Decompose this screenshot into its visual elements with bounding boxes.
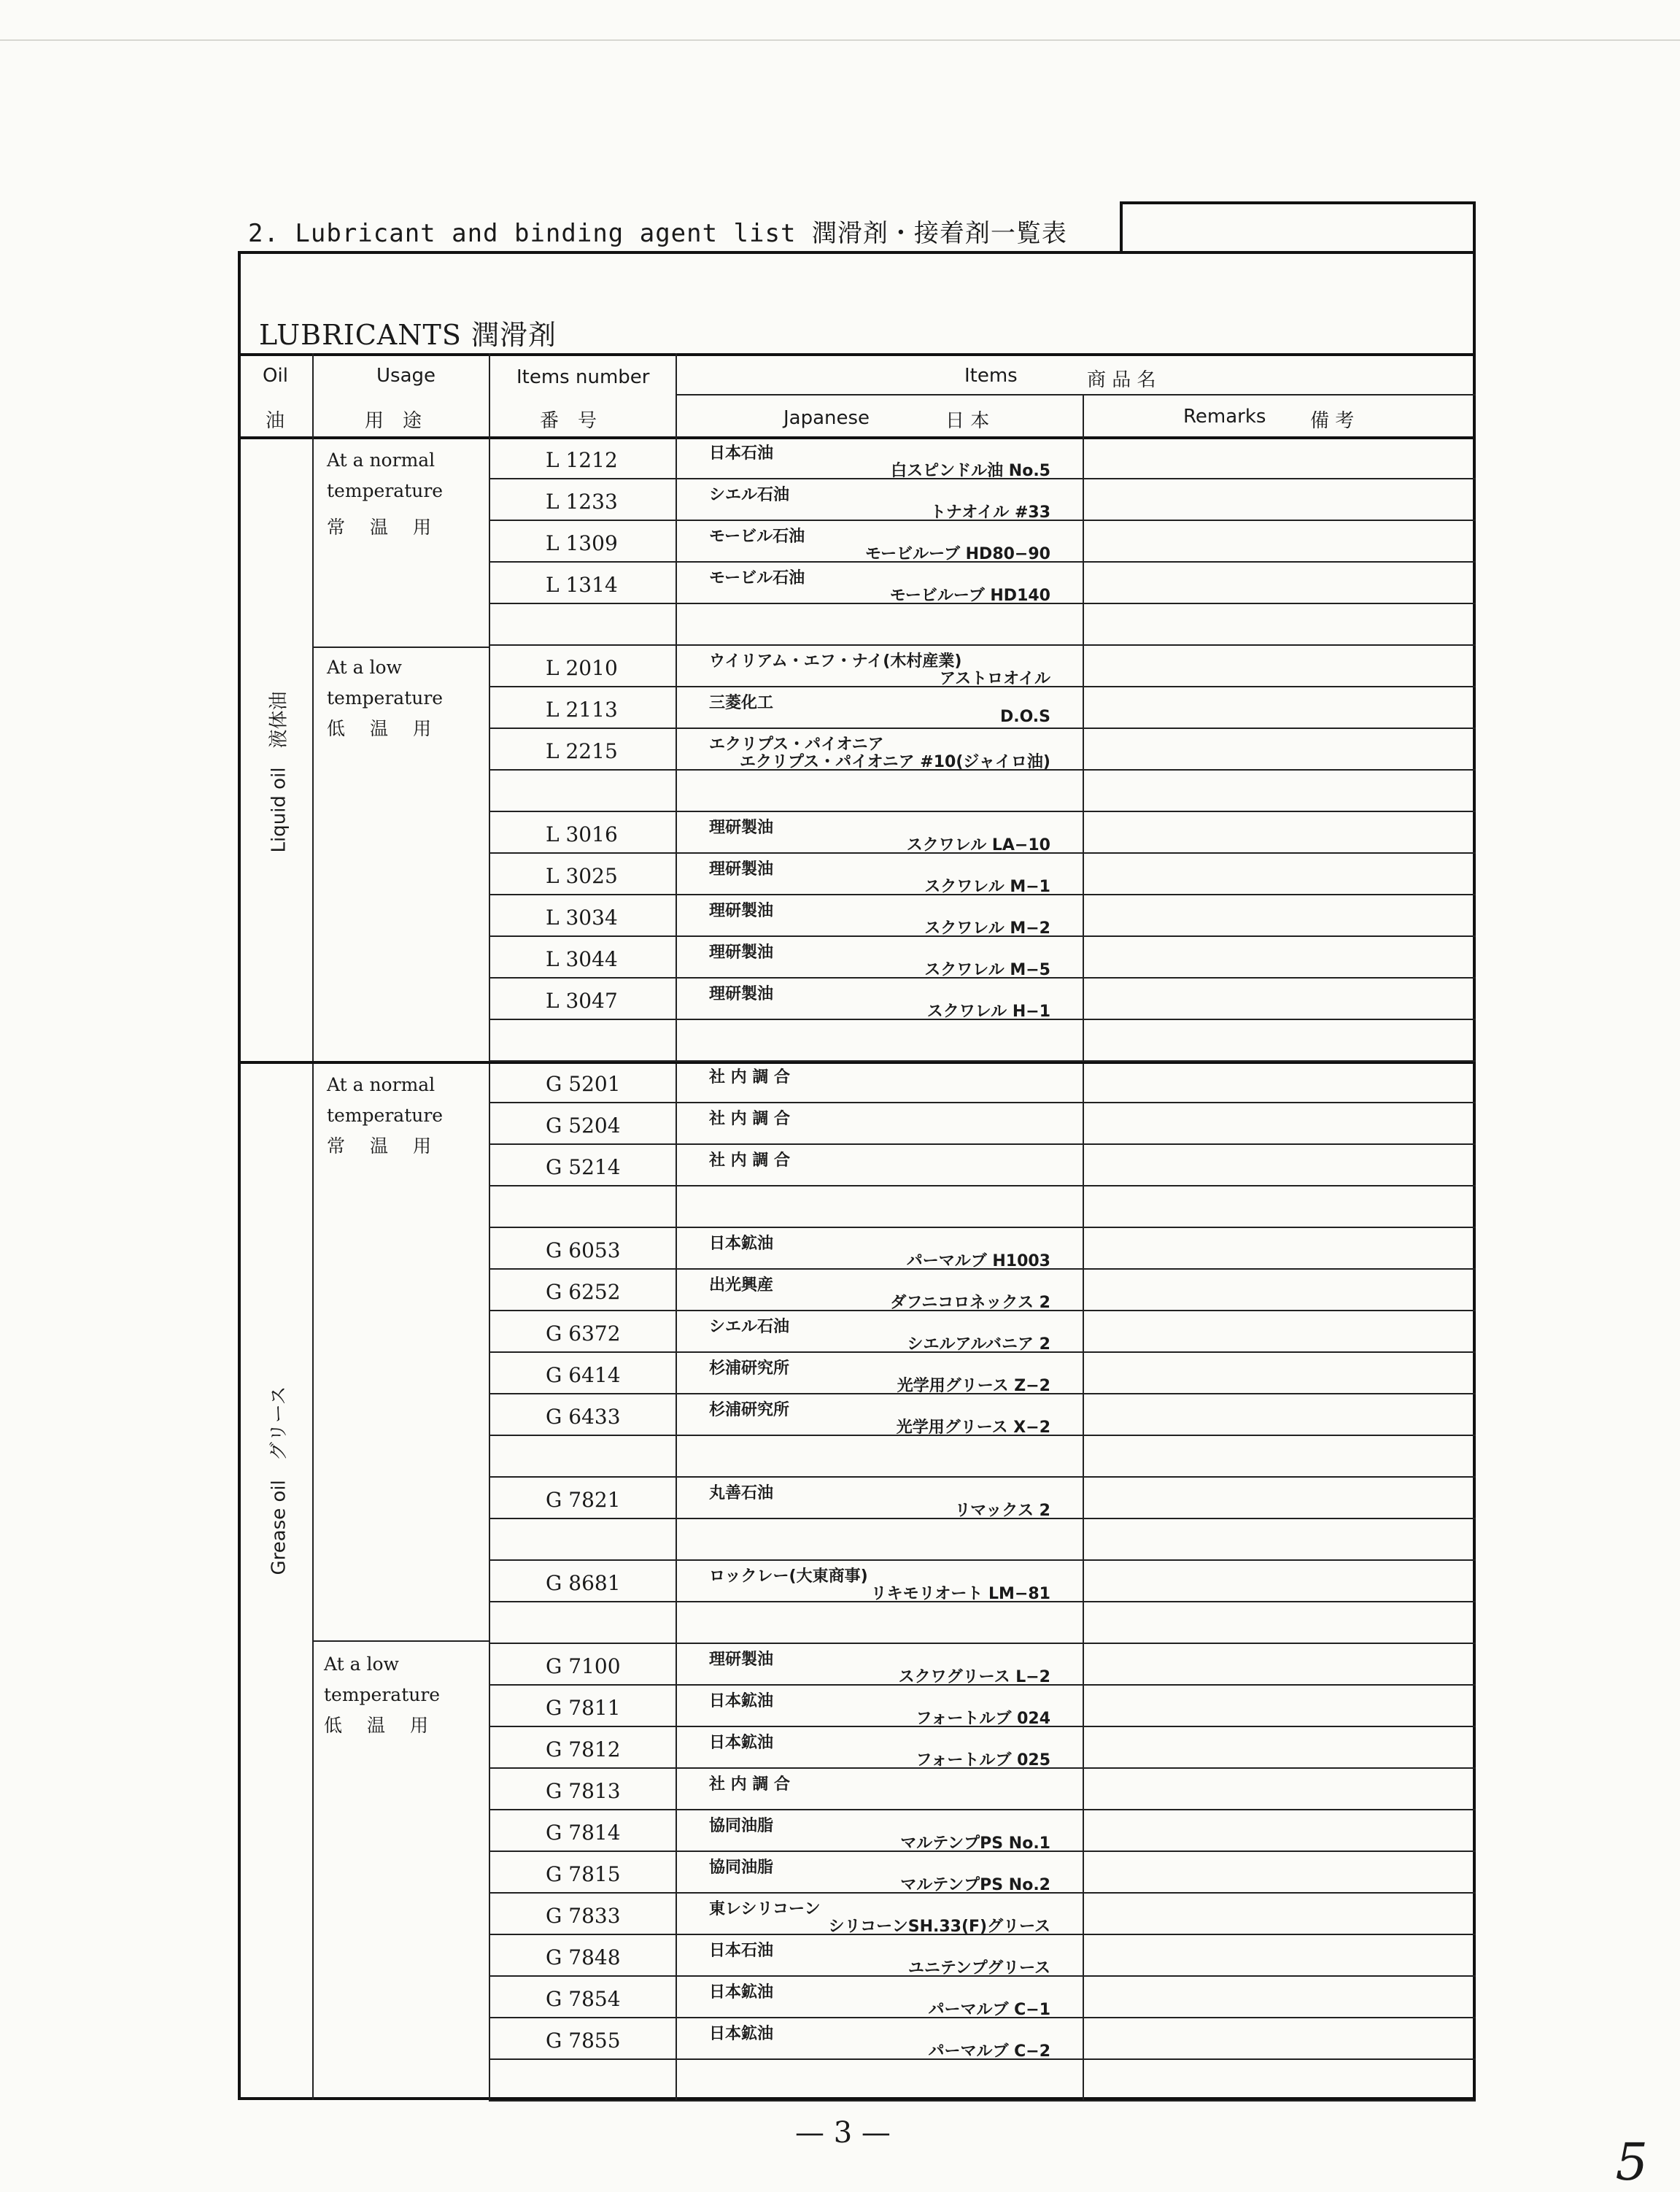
header-mid-rule <box>677 394 1476 395</box>
item-number: L 1212 <box>546 448 618 472</box>
maker-name: 日本鉱油 <box>709 1734 774 1752</box>
item-number: L 1309 <box>546 531 618 555</box>
maker-name: 日本石油 <box>709 444 774 463</box>
product-name: スクワレル H−1 <box>926 1003 1050 1021</box>
usage-jp: 常温用 <box>327 1135 457 1157</box>
item-number: G 6053 <box>546 1238 621 1262</box>
maker-name: 東レシリコーン <box>709 1900 821 1918</box>
usage-liquid-normal <box>327 445 456 543</box>
usage-en-line2: temperature <box>324 1684 441 1705</box>
product-name: スクワグリース L−2 <box>898 1668 1050 1686</box>
maker-name: 日本鉱油 <box>709 1983 774 2002</box>
item-number: G 7815 <box>546 1862 621 1886</box>
usage-en-line1: At a normal <box>327 1074 436 1095</box>
maker-name: エクリプス・パイオニア <box>709 736 884 754</box>
header-items-jp: 商 品 名 <box>1087 369 1156 391</box>
usage-en-line2: temperature <box>327 1105 444 1126</box>
product-name: 光学用グリース Z−2 <box>897 1377 1050 1395</box>
usage-jp: 常温用 <box>327 517 457 538</box>
product-name: エクリプス・パイオニア #10(ジャイロ油) <box>740 753 1050 771</box>
row-divider <box>489 1185 1476 1186</box>
product-name: リマックス 2 <box>954 1502 1050 1520</box>
product-name: フォートルブ 025 <box>916 1751 1050 1770</box>
group-label-grease-oil: Grease oil グリース <box>268 1386 290 1575</box>
product-name: モービルーブ HD80−90 <box>864 545 1050 563</box>
row-divider <box>489 1476 1476 1478</box>
item-number: L 2113 <box>546 698 618 722</box>
header-number-jp: 番 号 <box>540 410 597 432</box>
item-number: L 3016 <box>546 822 618 846</box>
maker-name: 理研製油 <box>709 860 774 879</box>
product-name: D.O.S <box>999 708 1050 726</box>
item-number: G 6433 <box>546 1405 621 1429</box>
product-name: シリコーンSH.33(F)グリース <box>828 1918 1050 1936</box>
usage-en-line2: temperature <box>327 687 444 709</box>
row-divider <box>489 1227 1476 1228</box>
maker-name: 杉浦研究所 <box>709 1359 790 1378</box>
item-number: G 7812 <box>546 1737 621 1761</box>
item-number: L 3044 <box>546 947 618 971</box>
maker-name: 三菱化工 <box>709 694 774 712</box>
row-divider <box>489 2100 1476 2102</box>
maker-name: モービル石油 <box>709 569 805 587</box>
item-number: G 5204 <box>546 1114 621 1138</box>
header-usage-en: Usage <box>376 365 436 387</box>
maker-name: 日本鉱油 <box>709 1235 774 1253</box>
item-number: G 7855 <box>546 2029 621 2053</box>
usage-en-line1: At a low <box>327 657 402 678</box>
usage-en-line1: At a normal <box>327 449 436 471</box>
item-number: L 2215 <box>546 739 618 763</box>
item-number: G 6252 <box>546 1280 621 1304</box>
usage-divider-grease-low <box>312 1640 490 1642</box>
maker-name: 出光興産 <box>709 1276 774 1294</box>
product-name: ダフニコロネックス 2 <box>890 1294 1050 1312</box>
usage-en-line2: temperature <box>327 480 444 501</box>
row-divider <box>489 1102 1476 1103</box>
usage-en-line1: At a low <box>324 1653 399 1675</box>
group-label-liquid-oil: Liquid oil 液体油 <box>268 691 290 853</box>
row-divider <box>489 1060 1476 1062</box>
product-name: 白スピンドル油 No.5 <box>891 462 1050 480</box>
item-number: G 6414 <box>546 1363 621 1387</box>
row-divider <box>489 1809 1476 1810</box>
maker-name: 社 内 調 合 <box>709 1775 790 1794</box>
item-number: L 2010 <box>546 656 618 680</box>
product-name: シエルアルバニア 2 <box>907 1335 1050 1354</box>
scan-edge-line <box>0 39 1680 41</box>
product-name: スクワレル M−2 <box>924 919 1050 938</box>
header-number-en: Items number <box>516 366 650 388</box>
product-name: ユニテンプグリース <box>907 1959 1050 1977</box>
item-number: G 7848 <box>546 1945 621 1969</box>
item-number: G 6372 <box>546 1321 621 1346</box>
product-name: マルテンプPS No.1 <box>900 1834 1050 1853</box>
maker-name: モービル石油 <box>709 528 805 546</box>
item-number: G 5201 <box>546 1072 621 1096</box>
maker-name: 協同油脂 <box>709 1817 774 1835</box>
usage-liquid-low <box>327 652 456 744</box>
row-divider <box>489 728 1476 729</box>
maker-name: シエル石油 <box>709 1318 790 1336</box>
maker-name: 丸善石油 <box>709 1484 774 1502</box>
maker-name: 理研製油 <box>709 902 774 920</box>
header-oil-jp: 油 <box>266 410 285 432</box>
maker-name: シエル石油 <box>709 486 790 504</box>
item-number: G 7814 <box>546 1821 621 1845</box>
maker-name: 協同油脂 <box>709 1859 774 1877</box>
maker-name: 日本鉱油 <box>709 2025 774 2043</box>
maker-name: ロックレー(大東商事) <box>709 1567 868 1586</box>
row-divider <box>489 1143 1476 1145</box>
header-remarks-en: Remarks <box>1183 406 1266 428</box>
header-bottom-rule <box>238 436 1476 439</box>
item-number: G 7854 <box>546 1987 621 2011</box>
usage-jp: 低温用 <box>327 718 457 739</box>
item-number: G 7813 <box>546 1779 621 1803</box>
maker-name: 社 内 調 合 <box>709 1068 790 1087</box>
product-name: スクワレル M−1 <box>924 878 1050 896</box>
row-divider <box>489 644 1476 646</box>
product-name: 光学用グリース X−2 <box>896 1419 1050 1437</box>
section-heading: LUBRICANTS 潤滑剤 <box>259 319 557 351</box>
item-number: G 5214 <box>546 1155 621 1179</box>
col-line-oil <box>312 353 314 2100</box>
handwritten-page-mark: 5 <box>1615 2132 1648 2192</box>
header-items-en: Items <box>964 365 1018 387</box>
product-name: アストロオイル <box>939 670 1050 688</box>
maker-name: 理研製油 <box>709 819 774 837</box>
usage-jp: 低温用 <box>324 1715 454 1736</box>
maker-name: 理研製油 <box>709 1651 774 1669</box>
row-divider <box>489 811 1476 812</box>
item-number: L 3034 <box>546 906 618 930</box>
product-name: トナオイル #33 <box>929 503 1050 522</box>
usage-divider-liquid-low <box>312 647 490 648</box>
product-name: マルテンプPS No.2 <box>900 1876 1050 1894</box>
header-japanese-en: Japanese <box>783 407 870 429</box>
maker-name: 理研製油 <box>709 985 774 1003</box>
product-name: パーマルブ C−1 <box>928 2001 1050 2019</box>
item-number: G 8681 <box>546 1571 621 1595</box>
item-number: G 7811 <box>546 1696 621 1720</box>
row-divider <box>489 1643 1476 1644</box>
item-number: L 1314 <box>546 573 618 597</box>
item-number: G 7821 <box>546 1488 621 1512</box>
product-name: パーマルブ H1003 <box>906 1252 1050 1270</box>
header-remarks-jp: 備 考 <box>1310 410 1355 432</box>
col-line-japanese <box>1083 394 1084 2100</box>
maker-name: ウイリアム・エフ・ナイ(木村産業) <box>709 652 962 671</box>
header-japanese-jp: 日 本 <box>945 410 990 432</box>
maker-name: 杉浦研究所 <box>709 1401 790 1419</box>
header-top-rule <box>238 353 1476 356</box>
maker-name: 日本石油 <box>709 1942 774 1960</box>
page-number: — 3 — <box>795 2116 891 2150</box>
product-name: パーマルブ C−2 <box>928 2042 1050 2061</box>
item-number: L 1233 <box>546 490 618 514</box>
product-name: リキモリオート LM−81 <box>870 1585 1050 1603</box>
product-name: モービルーブ HD140 <box>889 587 1050 605</box>
product-name: スクワレル LA−10 <box>906 836 1050 854</box>
product-name: スクワレル M−5 <box>924 961 1050 979</box>
maker-name: 理研製油 <box>709 943 774 962</box>
product-name: フォートルブ 024 <box>916 1710 1050 1728</box>
header-oil-en: Oil <box>263 365 288 387</box>
maker-name: 日本鉱油 <box>709 1692 774 1710</box>
usage-grease-low <box>324 1649 453 1741</box>
item-number: G 7833 <box>546 1904 621 1928</box>
usage-grease-normal <box>327 1070 456 1162</box>
row-divider <box>489 1559 1476 1561</box>
header-usage-jp: 用 途 <box>365 410 422 432</box>
item-number: G 7100 <box>546 1654 621 1678</box>
maker-name: 社 内 調 合 <box>709 1110 790 1128</box>
maker-name: 社 内 調 合 <box>709 1151 790 1170</box>
title-text: 2. Lubricant and binding agent list 潤滑剤・接着剤一覧表 <box>248 219 1067 248</box>
title-box <box>1120 201 1476 254</box>
item-number: L 3047 <box>546 989 618 1013</box>
item-number: L 3025 <box>546 864 618 888</box>
